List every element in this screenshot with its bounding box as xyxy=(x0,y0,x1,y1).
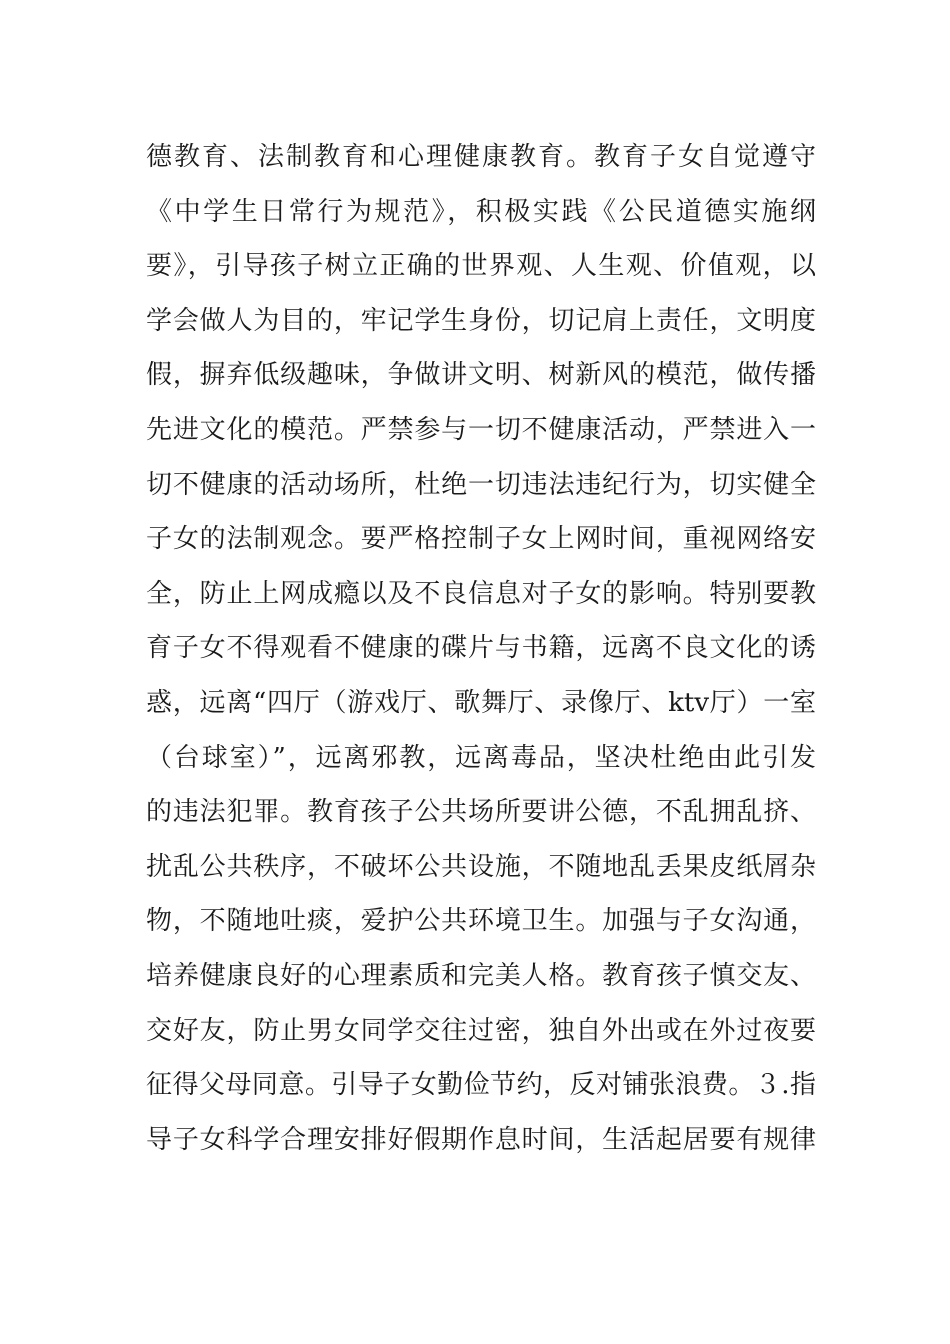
text-line: 《中学生日常行为规范》，积极实践《公民道德实施纲 xyxy=(146,196,816,227)
text-line: 育子女不得观看不健康的碟片与书籍，远离不良文化的诱 xyxy=(146,633,816,664)
text-line: 先进文化的模范。严禁参与一切不健康活动，严禁进入一 xyxy=(146,414,816,445)
text-line: 交好友，防止男女同学交往过密，独自外出或在外过夜要 xyxy=(146,1015,816,1046)
text-line: 假，摒弃低级趣味，争做讲文明、树新风的模范，做传播 xyxy=(146,360,816,391)
text-line: 切不健康的活动场所，杜绝一切违法违纪行为，切实健全 xyxy=(146,469,816,500)
text-line: 培养健康良好的心理素质和完美人格。教育孩子慎交友、 xyxy=(146,960,816,991)
text-line: 学会做人为目的，牢记学生身份，切记肩上责任，文明度 xyxy=(146,305,816,336)
text-line: 全，防止上网成瘾以及不良信息对子女的影响。特别要教 xyxy=(146,578,816,609)
text-line: （台球室）”，远离邪教，远离毒品，坚决杜绝由此引发 xyxy=(146,742,816,773)
text-line: 要》，引导孩子树立正确的世界观、人生观、价值观，以 xyxy=(146,251,816,282)
text-line: 的违法犯罪。教育孩子公共场所要讲公德，不乱拥乱挤、 xyxy=(146,797,816,828)
text-line: 征得父母同意。引导子女勤俭节约，反对铺张浪费。３.指 xyxy=(146,1070,816,1101)
text-line: 惑，远离“四厅（游戏厅、歌舞厅、录像厅、ktv厅）一室 xyxy=(146,687,816,718)
text-line: 扰乱公共秩序，不破坏公共设施，不随地乱丢果皮纸屑杂 xyxy=(146,851,816,882)
text-line: 导子女科学合理安排好假期作息时间，生活起居要有规律 xyxy=(146,1124,816,1155)
text-line: 德教育、法制教育和心理健康教育。教育子女自觉遵守 xyxy=(146,142,816,172)
text-line: 物，不随地吐痰，爱护公共环境卫生。加强与子女沟通， xyxy=(146,906,816,937)
text-line: 子女的法制观念。要严格控制子女上网时间，重视网络安 xyxy=(146,524,816,555)
body-text xyxy=(146,130,816,1167)
